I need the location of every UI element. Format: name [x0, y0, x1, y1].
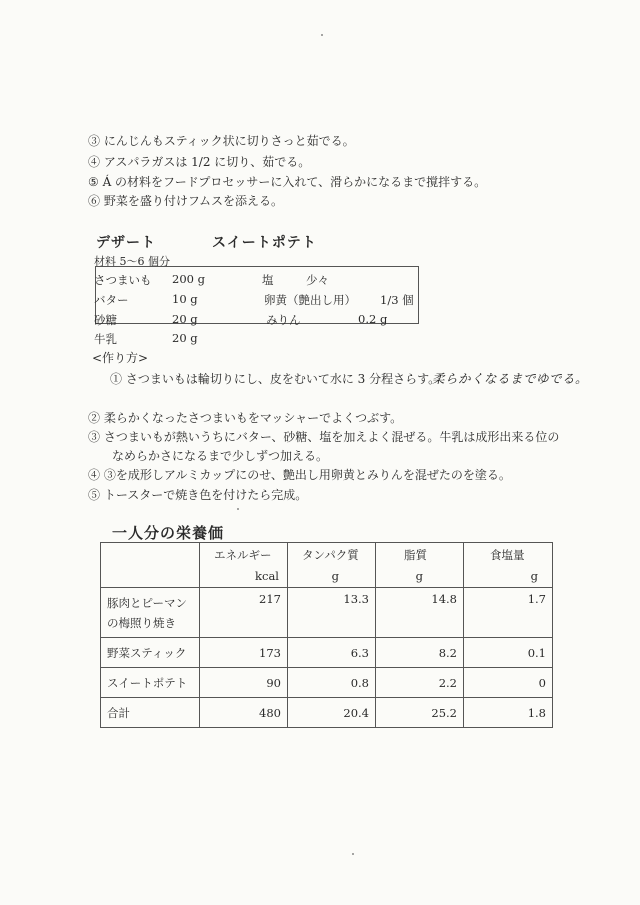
ingredient-name: 塩: [262, 273, 274, 287]
cell-value: 0.8: [288, 668, 376, 698]
ingredient-amount: 1/3 個: [380, 293, 414, 307]
column-label: エネルギー: [214, 548, 272, 562]
scan-speck: [237, 508, 239, 510]
scan-speck: [321, 34, 323, 36]
servings: 材料 5～6 個分: [94, 255, 170, 268]
row-label: [101, 588, 200, 638]
nutrition-title: 一人分の栄養価: [112, 524, 225, 542]
cell-value: 173: [200, 638, 288, 668]
cell-value: 25.2: [376, 698, 464, 728]
cell-value: 1.7: [464, 588, 553, 638]
cell-value: 0: [464, 668, 553, 698]
ingredient-name: みりん: [266, 313, 301, 327]
column-header: [464, 543, 553, 588]
ingredient-amount: 20 g: [172, 312, 198, 326]
ingredient-name: さつまいも: [94, 273, 152, 287]
method-step-4: ④ ③を成形しアルミカップにのせ、艶出し用卵黄とみりんを混ぜたのを塗る。: [88, 468, 511, 482]
method-step-2: ② 柔らかくなったさつまいもをマッシャーでよくつぶす。: [88, 411, 403, 425]
nutrition-table: [100, 542, 553, 728]
cell-value: 90: [200, 668, 288, 698]
column-label: タンパク質: [302, 548, 359, 562]
cell-value: 8.2: [376, 638, 464, 668]
ingredient-amount: 200 g: [172, 272, 205, 286]
dessert-name: スイートポテト: [212, 235, 317, 251]
cell-value: 14.8: [376, 588, 464, 638]
method-step-3-cont: なめらかさになるまで少しずつ加える。: [112, 449, 329, 463]
dessert-category: デザート: [96, 235, 156, 251]
handwritten-note: 柔らかくなるまでゆでる。: [432, 371, 589, 386]
cell-value: 480: [200, 698, 288, 728]
cell-value: 217: [200, 588, 288, 638]
step-4: ④ アスパラガスは 1/2 に切り、茹でる。: [88, 155, 311, 169]
ingredient-amount: 少々: [306, 273, 329, 287]
cell-value: 13.3: [288, 588, 376, 638]
table-header-row: [101, 543, 553, 588]
column-unit: g: [530, 569, 538, 583]
column-unit: g: [331, 569, 339, 583]
ingredient-amount: 0.2 g: [358, 312, 388, 326]
row-label: 合計: [101, 698, 200, 728]
column-header: [288, 543, 376, 588]
row-label: 野菜スティック: [101, 638, 200, 668]
step-5: ⑤ Á の材料をフードプロセッサーに入れて、滑らかになるまで撹拌する。: [88, 175, 487, 189]
step-6: ⑥ 野菜を盛り付けフムスを添える。: [88, 194, 283, 208]
column-unit: kcal: [255, 569, 279, 583]
cell-value: 20.4: [288, 698, 376, 728]
table-row: [101, 668, 553, 698]
method-step-1: ① さつまいもは輪切りにし、皮をむいて水に 3 分程さらす。: [110, 372, 441, 386]
cell-value: 0.1: [464, 638, 553, 668]
method-step-5: ⑤ トースターで焼き色を付けたら完成。: [88, 488, 308, 502]
table-row: [101, 698, 553, 728]
table-corner-cell: [101, 543, 200, 588]
column-header: [200, 543, 288, 588]
column-label: 脂質: [404, 548, 427, 562]
step-3: ③ にんじんもスティック状に切りさっと茹でる。: [88, 134, 355, 148]
cell-value: 1.8: [464, 698, 553, 728]
ingredient-amount: 20 g: [172, 331, 198, 345]
row-label-line1: 豚肉とピーマン: [107, 595, 188, 610]
method-step-3: ③ さつまいもが熱いうちにバター、砂糖、塩を加えよく混ぜる。牛乳は成形出来る位の: [88, 430, 560, 444]
ingredient-name: 砂糖: [94, 313, 117, 327]
ingredient-amount: 10 g: [172, 292, 198, 306]
column-header: [376, 543, 464, 588]
ingredient-name: 卵黄（艶出し用）: [264, 293, 356, 307]
ingredient-name: 牛乳: [94, 332, 117, 346]
method-heading: <作り方>: [92, 351, 149, 365]
table-row: [101, 588, 553, 638]
table-row: [101, 638, 553, 668]
cell-value: 2.2: [376, 668, 464, 698]
row-label: スイートポテト: [101, 668, 200, 698]
row-label-line2: の梅照り焼き: [107, 615, 176, 630]
column-unit: g: [415, 569, 423, 583]
cell-value: 6.3: [288, 638, 376, 668]
column-label: 食塩量: [490, 548, 525, 562]
scan-speck: [352, 853, 354, 855]
ingredient-name: バター: [94, 293, 129, 307]
